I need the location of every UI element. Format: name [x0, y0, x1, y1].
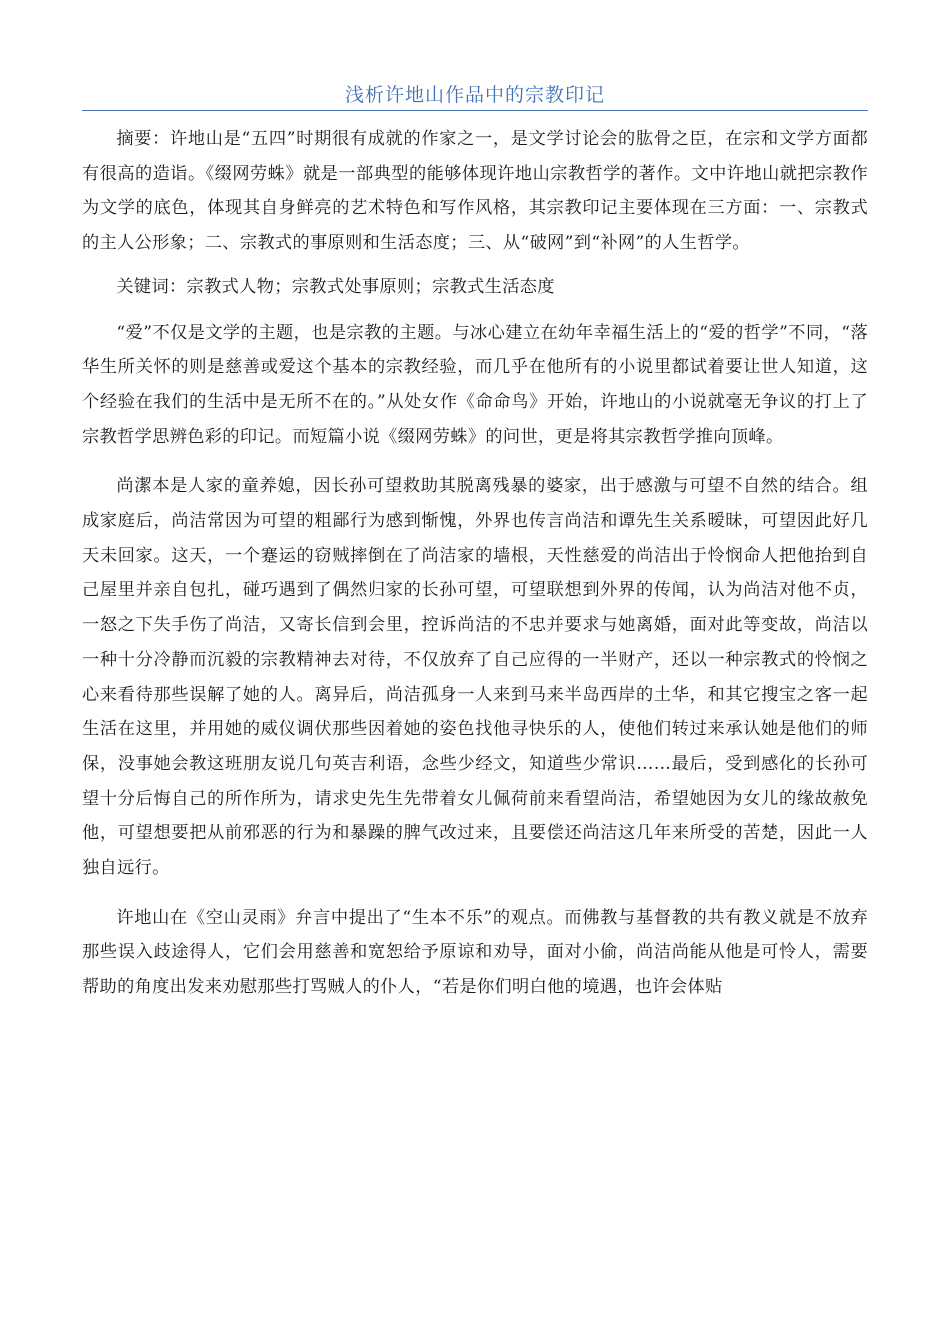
document-body	[82, 122, 868, 1005]
body-paragraph-2: 尚潔本是人家的童养媳，因长孙可望救助其脱离残暴的婆家，出于感激与可望不自然的结合。组成家庭后，尚洁常因为可望的粗鄙行为感到惭愧，外界也传言尚洁和谭先生关系暧昧，可望因此好几天未回家。这天，一个蹇运的窃贼摔倒在了尚洁家的墙根，天性慈爱的尚洁出于怜悯命人把他抬到自己屋里并亲自包扎，碰巧遇到了偶然归家的长孙可望，可望联想到外界的传闻，认为尚洁对他不贞，一怒之下失手伤了尚洁，又寄长信到会里，控诉尚洁的不忠并要求与她离婚，面对此等变故，尚洁以一种十分冷静而沉毅的宗教精神去对待，不仅放弃了自己应得的一半财产，还以一种宗教式的怜悯之心来看待那些误解了她的人。离异后，尚洁孤身一人来到马来半岛西岸的土华，和其它搜宝之客一起生活在这里，并用她的威仪调伏那些因着她的姿色找他寻快乐的人，使他们转过来承认她是他们的师保，没事她会教这班朋友说几句英吉利语，念些少经文，知道些少常识……最后，受到感化的长孙可望十分后悔自己的所作所为，请求史先生先带着女儿佩荷前来看望尚洁，希望她因为女儿的缘故赦免他，可望想要把从前邪恶的行为和暴躁的脾气改过来，且要偿还尚洁这几年来所受的苦楚，因此一人独自远行。	[82, 476, 868, 879]
body-paragraph-1: “爱”不仅是文学的主题，也是宗教的主题。与冰心建立在幼年幸福生活上的“爱的哲学”不同，“落华生所关怀的则是慈善或爱这个基本的宗教经验，而几乎在他所有的小说里都试着要让世人知道，这个经验在我们的生活中是无所不在的。”从处女作《命命鸟》开始，许地山的小说就毫无争议的打上了宗教哲学思辨色彩的印记。而短篇小说《缀网劳蛛》的问世，更是将其宗教哲学推向顶峰。	[82, 322, 868, 447]
document-header	[82, 80, 868, 111]
body-paragraph-3: 许地山在《空山灵雨》弁言中提出了“生本不乐”的观点。而佛教与基督教的共有教义就是不放弃那些误入歧途得人，它们会用慈善和宽恕给予原谅和劝导，面对小偷，尚洁尚能从他是可怜人，需要帮助的角度出发来劝慰那些打骂贼人的仆人，“若是你们明白他的境遇，也许会体贴	[82, 907, 868, 998]
keywords-paragraph: 关键词：宗教式人物；宗教式处事原则；宗教式生活态度	[116, 276, 555, 297]
document-title: 浅析许地山作品中的宗教印记	[344, 84, 605, 106]
abstract-paragraph: 摘要：许地山是“五四”时期很有成就的作家之一，是文学讨论会的肱骨之臣，在宗和文学方面都有很高的造诣。《缀网劳蛛》就是一部典型的能够体现许地山宗教哲学的著作。文中许地山就把宗教作为文学的底色，体现其自身鲜亮的艺术特色和写作风格，其宗教印记主要体现在三方面：一、宗教式的主人公形象；二、宗教式的事原则和生活态度；三、从“破网”到“补网”的人生哲学。	[82, 129, 868, 254]
